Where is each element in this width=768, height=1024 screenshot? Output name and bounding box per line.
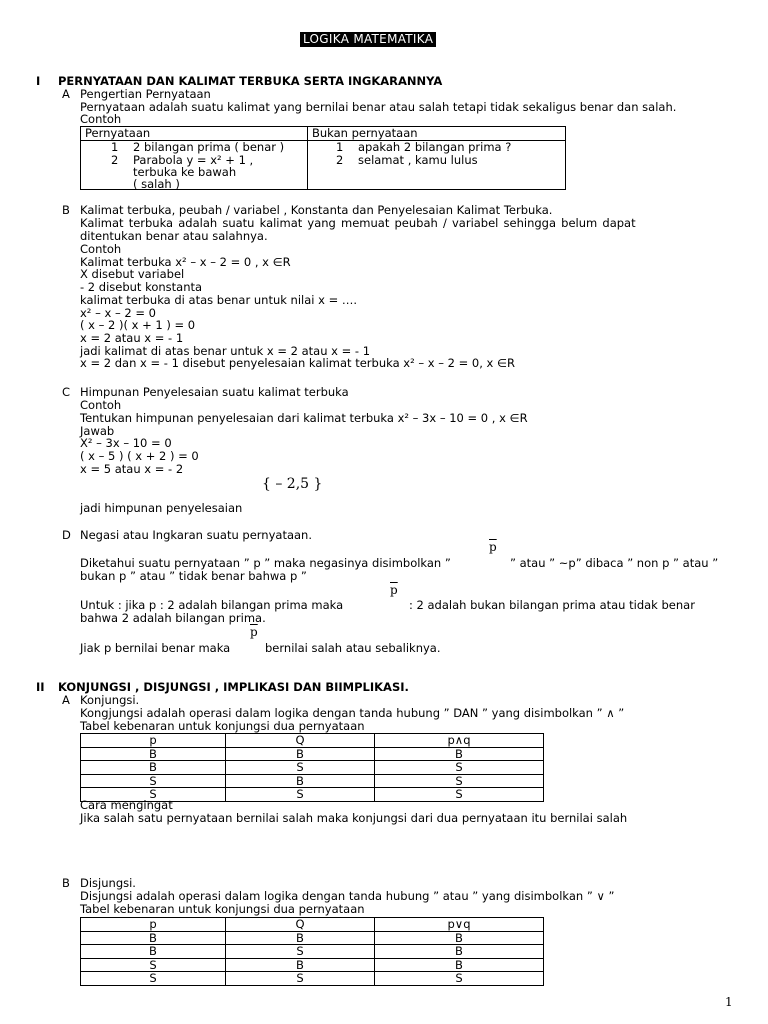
negasi-line-2a: Untuk : jika p : 2 adalah bilangan prima maka: [80, 598, 344, 612]
truth-cell: B: [81, 747, 226, 761]
section-2a-tabel: Tabel kebenaran untuk konjungsi dua pernyataan: [80, 719, 365, 733]
table-row: [81, 761, 544, 775]
p-bar-symbol: $\overline{p}$: [250, 625, 258, 639]
example-line: X² – 3x – 10 = 0: [80, 436, 172, 451]
section-2b-tabel: Tabel kebenaran untuk konjungsi dua pernyataan: [80, 902, 365, 916]
list-number: 1: [336, 139, 344, 154]
truth-table-header: Q: [226, 918, 375, 932]
def-line-2: ditentukan benar atau salahnya.: [80, 229, 268, 243]
section-1b-letter: B: [62, 203, 70, 217]
truth-cell: B: [226, 774, 375, 788]
table-row: [81, 972, 544, 986]
example-line: x = 2 dan x = - 1 disebut penyelesaian kalimat terbuka x² – x – 2 = 0, x ∈R: [80, 356, 515, 371]
truth-cell: S: [81, 972, 226, 986]
example-line: - 2 disebut konstanta: [80, 280, 203, 295]
truth-cell: S: [81, 788, 226, 802]
example-line: x = 5 atau x = - 2: [80, 461, 184, 476]
section-2a-letter: A: [62, 693, 70, 707]
list-item: 2 bilangan prima ( benar ): [133, 139, 285, 154]
truth-table-header: p: [81, 918, 226, 932]
table-row: [81, 958, 544, 972]
truth-cell: B: [375, 945, 544, 959]
bukan-pernyataan-cell: [308, 140, 566, 189]
example-line: ( x – 2 )( x + 1 ) = 0: [80, 318, 196, 333]
truth-table-header: Q: [226, 734, 375, 748]
example-line: Kalimat terbuka x² – x – 2 = 0 , x ∈R: [80, 254, 291, 269]
section-2b-text: Disjungsi adalah operasi dalam logika dengan tanda hubung ” atau ” yang disimbolkan ” ∨ ”: [80, 889, 615, 903]
list-item-cont: terbuka ke bawah: [133, 164, 237, 179]
example-line: Tentukan himpunan penyelesaian dari kalimat terbuka x² – 3x – 10 = 0 , x ∈R: [80, 410, 528, 425]
section-2a-cara: Cara mengingat: [80, 798, 173, 812]
section-1-number: I: [36, 74, 41, 88]
negasi-line-2c: bahwa 2 adalah bilangan prima.: [80, 611, 266, 625]
example-line: kalimat terbuka di atas benar untuk nilai x = ….: [80, 292, 358, 307]
section-2a-jika: Jika salah satu pernyataan bernilai salah maka konjungsi dari dua pernyataan itu bernilai salah: [80, 811, 628, 825]
list-item: Parabola y = x² + 1 ,: [133, 152, 254, 167]
konjungsi-truth-table: [80, 733, 544, 802]
section-1a-text: Pernyataan adalah suatu kalimat yang bernilai benar atau salah tetapi tidak sekaligus benar dan salah.: [80, 100, 677, 114]
truth-cell: B: [81, 945, 226, 959]
example-line: ( x – 5 ) ( x + 2 ) = 0: [80, 449, 199, 464]
truth-cell: S: [81, 774, 226, 788]
pernyataan-cell: [81, 140, 308, 189]
example-line: jadi kalimat di atas benar untuk x = 2 atau x = - 1: [80, 343, 371, 358]
truth-cell: S: [81, 958, 226, 972]
example-line: x² – x – 2 = 0: [80, 305, 156, 320]
truth-cell: S: [226, 945, 375, 959]
section-1b-def: [80, 217, 730, 243]
truth-cell: B: [375, 958, 544, 972]
def-line-1: Kalimat terbuka adalah suatu kalimat yang memuat peubah / variabel sehingga belum dapat: [80, 216, 636, 230]
section-1a-letter: A: [62, 87, 70, 101]
example-line: Jawab: [80, 423, 115, 438]
section-1c-title: Himpunan Penyelesaian suatu kalimat terbuka: [80, 385, 349, 399]
section-1c-jadi: jadi himpunan penyelesaian: [80, 501, 243, 515]
example-line: X disebut variabel: [80, 267, 185, 282]
truth-cell: S: [375, 972, 544, 986]
truth-cell: S: [375, 774, 544, 788]
section-2-heading: KONJUNGSI , DISJUNGSI , IMPLIKASI DAN BIIMPLIKASI.: [58, 680, 409, 694]
truth-cell: S: [375, 761, 544, 775]
list-number: 2: [336, 152, 344, 167]
table-row: [81, 747, 544, 761]
negasi-line-1a: Diketahui suatu pernyataan ” p ” maka negasinya disimbolkan ”: [80, 556, 451, 570]
section-1d-title: Negasi atau Ingkaran suatu pernyataan.: [80, 528, 312, 542]
section-2a-text: Kongjungsi adalah operasi dalam logika dengan tanda hubung ” DAN ” yang disimbolkan ” ∧ ”: [80, 706, 625, 720]
truth-cell: S: [226, 972, 375, 986]
truth-cell: S: [226, 788, 375, 802]
section-1a-title: Pengertian Pernyataan: [80, 87, 211, 101]
section-1b-example: [80, 243, 515, 370]
page-number: 1: [725, 995, 733, 1009]
truth-cell: B: [226, 931, 375, 945]
list-item-cont: ( salah ): [133, 176, 180, 191]
section-2b-title: Disjungsi.: [80, 876, 136, 890]
truth-table-header: p∧q: [375, 734, 544, 748]
section-2-number: II: [36, 680, 45, 694]
table-row: [81, 931, 544, 945]
truth-cell: S: [375, 788, 544, 802]
negasi-line-3a: Jiak p bernilai benar maka: [80, 641, 231, 655]
truth-cell: B: [375, 931, 544, 945]
list-number: 1: [111, 139, 119, 154]
example-line: x = 2 atau x = - 1: [80, 330, 184, 345]
list-item: apakah 2 bilangan prima ?: [358, 139, 512, 154]
list-item: selamat , kamu lulus: [358, 152, 478, 167]
p-bar-symbol: $\overline{p}$: [489, 540, 497, 554]
section-2a-title: Konjungsi.: [80, 693, 140, 707]
section-1b-title: Kalimat terbuka, peubah / variabel , Konstanta dan Penyelesaian Kalimat Terbuka.: [80, 203, 553, 217]
table-header-pernyataan: Pernyataan: [81, 127, 308, 141]
pernyataan-table: [80, 126, 566, 190]
negasi-line-3b: bernilai salah atau sebaliknya.: [265, 641, 441, 655]
section-1-heading: PERNYATAAN DAN KALIMAT TERBUKA SERTA INGKARANNYA: [58, 74, 443, 88]
solution-set: { – 2,5 }: [262, 476, 323, 492]
example-line: Contoh: [80, 242, 122, 256]
p-bar-symbol: $\overline{p}$: [390, 583, 398, 597]
truth-cell: B: [226, 747, 375, 761]
table-row: [81, 945, 544, 959]
section-1c-example: [80, 399, 528, 476]
truth-cell: B: [375, 747, 544, 761]
disjungsi-truth-table: [80, 917, 544, 986]
list-number: 2: [111, 152, 119, 167]
truth-cell: B: [226, 958, 375, 972]
negasi-line-2b: : 2 adalah bukan bilangan prima atau tidak benar: [409, 598, 695, 612]
truth-table-header: p∨q: [375, 918, 544, 932]
table-header-bukan-pernyataan: Bukan pernyataan: [308, 127, 566, 141]
negasi-line-1c: bukan p ” atau ” tidak benar bahwa p ”: [80, 569, 307, 583]
section-1a-contoh: Contoh: [80, 112, 122, 126]
section-2b-letter: B: [62, 876, 70, 890]
truth-cell: S: [226, 761, 375, 775]
document-title: LOGIKA MATEMATIKA: [300, 32, 436, 47]
section-1c-letter: C: [62, 385, 71, 399]
table-row: [81, 774, 544, 788]
example-line: Contoh: [80, 398, 122, 412]
truth-table-header: p: [81, 734, 226, 748]
truth-cell: B: [81, 761, 226, 775]
truth-cell: B: [81, 931, 226, 945]
section-1d-letter: D: [62, 528, 71, 542]
negasi-line-1b: ” atau ” ~p” dibaca ” non p ” atau ”: [510, 556, 719, 570]
